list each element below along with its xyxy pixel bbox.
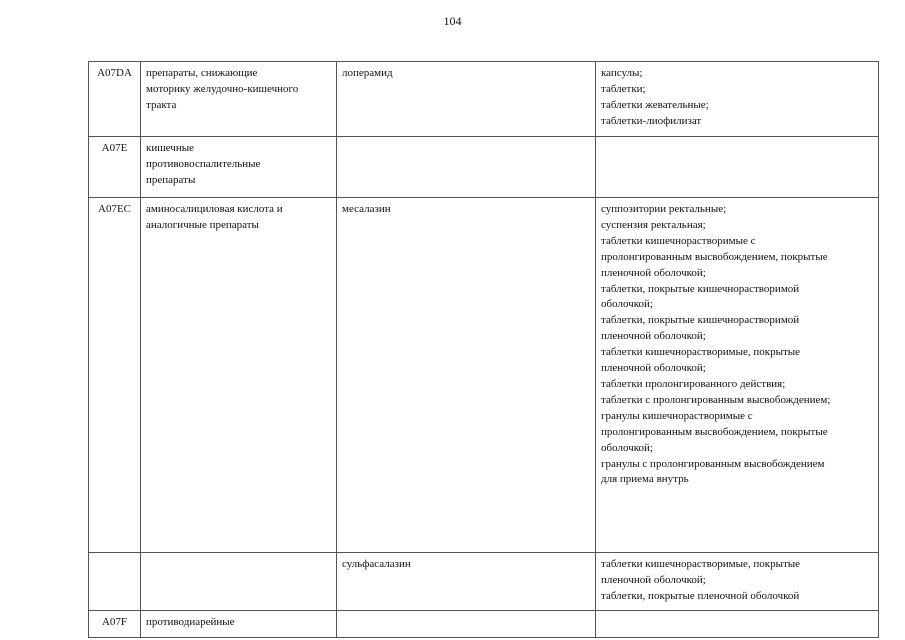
dosage-forms-cell	[596, 611, 879, 638]
substance-cell	[337, 553, 596, 611]
atc-code-cell	[89, 553, 141, 611]
atc-code-cell	[89, 137, 141, 198]
cell-text-line: пленочной оболочкой;	[601, 330, 706, 343]
atc-code-cell	[89, 62, 141, 137]
cell-text-line: суспензия ректальная;	[601, 218, 706, 231]
cell-text-line: гранулы с пролонгированным высвобождением	[601, 457, 825, 470]
cell-text-line: моторику желудочно-кишечного	[146, 82, 299, 95]
table-row	[89, 198, 879, 553]
table-row	[89, 62, 879, 137]
substance-cell	[337, 198, 596, 553]
table-row	[89, 137, 879, 198]
cell-text-line: таблетки кишечнорастворимые с	[601, 234, 756, 247]
cell-text-line: оболочкой;	[601, 298, 653, 311]
cell-text-line: A07F	[101, 616, 128, 628]
cell-text-line: противовоспалительные	[146, 157, 261, 170]
substance-cell	[337, 62, 596, 137]
cell-text-line: A07DA	[97, 67, 132, 79]
dosage-forms-cell	[596, 62, 879, 137]
group-name-cell	[141, 137, 337, 198]
cell-text-line: гранулы кишечнорастворимые с	[601, 409, 753, 422]
cell-text-line: аминосалициловая кислота и	[146, 203, 283, 215]
cell-text-line: препараты	[146, 173, 196, 186]
cell-text-line: оболочкой;	[601, 441, 653, 454]
cell-text-line: пролонгированным высвобождением, покрытые	[601, 250, 828, 263]
table-row	[89, 611, 879, 638]
cell-text-line: таблетки кишечнорастворимые, покрытые	[601, 346, 801, 359]
substance-cell	[337, 137, 596, 198]
cell-text-line: аналогичные препараты	[146, 218, 259, 231]
cell-text-line: месалазин	[342, 203, 391, 215]
cell-text-line: капсулы;	[601, 67, 643, 79]
cell-text-line: A07EC	[98, 203, 131, 215]
cell-text-line: пленочной оболочкой;	[601, 266, 706, 279]
cell-text-line: сульфасалазин	[342, 558, 411, 570]
atc-code-cell	[89, 611, 141, 638]
cell-text-line: таблетки жевательные;	[601, 98, 709, 111]
dosage-forms-cell	[596, 198, 879, 553]
cell-text-line: таблетки, покрытые кишечнорастворимой	[601, 282, 800, 295]
drug-classification-table	[88, 61, 879, 638]
cell-text-line: A07E	[101, 142, 128, 154]
cell-text-line: кишечные	[146, 142, 195, 154]
cell-text-line: лоперамид	[342, 67, 393, 79]
cell-text-line: таблетки, покрытые кишечнорастворимой	[601, 314, 800, 327]
cell-text-line: таблетки с пролонгированным высвобождением;	[601, 393, 831, 406]
cell-text-line: суппозитории ректальные;	[601, 203, 727, 215]
cell-text-line: противодиарейные	[146, 616, 235, 628]
dosage-forms-cell	[596, 553, 879, 611]
substance-cell	[337, 611, 596, 638]
cell-text-line: таблетки-лиофилизат	[601, 114, 702, 127]
cell-text-line: таблетки кишечнорастворимые, покрытые	[601, 558, 801, 570]
group-name-cell	[141, 62, 337, 137]
group-name-cell	[141, 198, 337, 553]
table-body	[89, 62, 879, 638]
cell-text-line: пленочной оболочкой;	[601, 573, 706, 586]
cell-text-line: таблетки, покрытые пленочной оболочкой	[601, 589, 800, 602]
cell-text-line: пролонгированным высвобождением, покрытые	[601, 425, 828, 438]
group-name-cell	[141, 553, 337, 611]
page-number: 104	[443, 14, 462, 28]
cell-text-line: пленочной оболочкой;	[601, 362, 706, 375]
cell-text-line: таблетки пролонгированного действия;	[601, 377, 786, 390]
cell-text-line: таблетки;	[601, 82, 646, 95]
group-name-cell	[141, 611, 337, 638]
dosage-forms-cell	[596, 137, 879, 198]
cell-text-line: препараты, снижающие	[146, 67, 258, 79]
cell-text-line: тракта	[146, 98, 177, 111]
cell-text-line: для приема внутрь	[601, 473, 689, 486]
atc-code-cell	[89, 198, 141, 553]
table-row	[89, 553, 879, 611]
